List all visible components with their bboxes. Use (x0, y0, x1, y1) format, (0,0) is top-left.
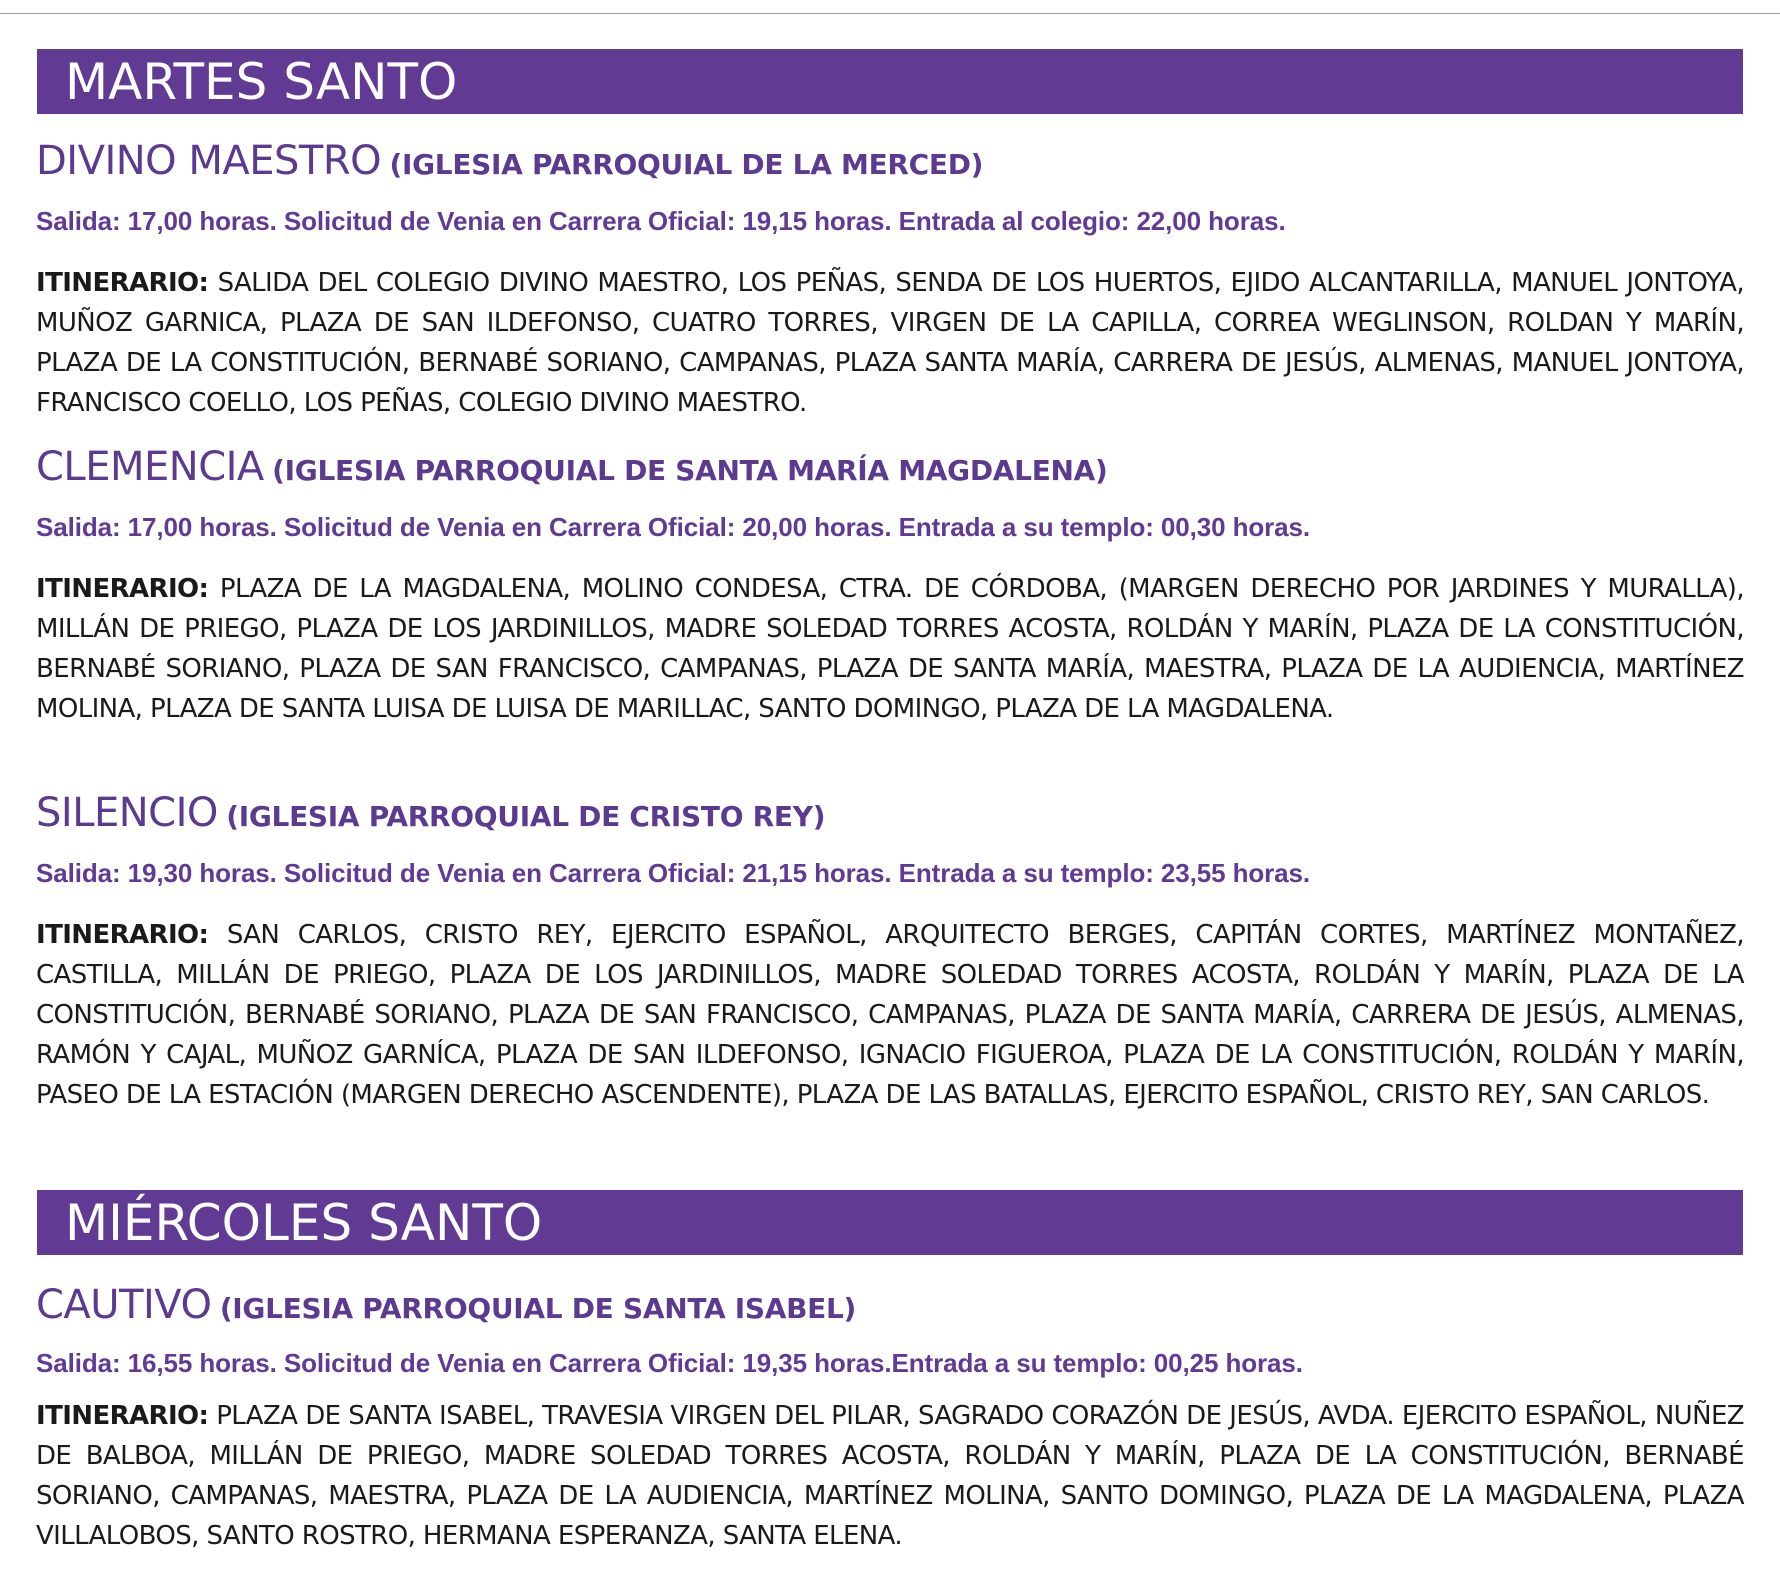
schedule-text: Salida: 17,00 horas. Solicitud de Venia en Carrera Oficial: 20,00 horas. Entrada a su templo: 00,30 horas. (36, 512, 1311, 542)
day-title: MARTES SANTO (65, 52, 458, 111)
schedule-row (36, 1348, 1744, 1379)
itinerary-block (36, 263, 1744, 423)
brotherhood-name: SILENCIO (36, 790, 218, 836)
brotherhood-name: CAUTIVO (36, 1282, 212, 1328)
itinerary-text (36, 263, 1744, 423)
schedule-row (36, 206, 1744, 237)
itinerary-route: SALIDA DEL COLEGIO DIVINO MAESTRO, LOS PEÑAS, SENDA DE LOS HUERTOS, EJIDO ALCANTARILLA, MANUEL JONTOYA, MUÑOZ GARNICA, PLAZA DE SAN ILDEFONSO, CUATRO TORRES, VIRGEN DE LA CAPILLA, CORREA WEGLINSON, ROLDAN Y MARÍN, PLAZA DE LA CONSTITUCIÓN, BERNABÉ SORIANO, CAMPANAS, PLAZA SANTA MARÍA, CARRERA DE JESÚS, ALMENAS, MANUEL JONTOYA, FRANCISCO COELLO, LOS PEÑAS, COLEGIO DIVINO MAESTRO. (36, 268, 1744, 418)
brotherhood-cautivo (36, 1282, 1744, 1328)
itinerary-block (36, 915, 1744, 1115)
brotherhood-heading (36, 444, 1744, 490)
brotherhood-name: DIVINO MAESTRO (36, 138, 382, 184)
brotherhood-silencio (36, 790, 1744, 836)
itinerary-text (36, 915, 1744, 1115)
itinerary-label: ITINERARIO: (36, 574, 209, 604)
itinerary-route: SAN CARLOS, CRISTO REY, EJERCITO ESPAÑOL, ARQUITECTO BERGES, CAPITÁN CORTES, MARTÍNEZ MONTAÑEZ, CASTILLA, MILLÁN DE PRIEGO, PLAZA DE LOS JARDINILLOS, MADRE SOLEDAD TORRES ACOSTA, ROLDÁN Y MARÍN, PLAZA DE LA CONSTITUCIÓN, BERNABÉ SORIANO, PLAZA DE SAN FRANCISCO, CAMPANAS, PLAZA DE SANTA MARÍA, CARRERA DE JESÚS, ALMENAS, RAMÓN Y CAJAL, MUÑOZ GARNÍCA, PLAZA DE SAN ILDEFONSO, IGNACIO FIGUEROA, PLAZA DE LA CONSTITUCIÓN, ROLDÁN Y MARÍN, PASEO DE LA ESTACIÓN (MARGEN DERECHO ASCENDENTE), PLAZA DE LAS BATALLAS, EJERCITO ESPAÑOL, CRISTO REY, SAN CARLOS. (36, 920, 1744, 1110)
brotherhood-name: CLEMENCIA (36, 444, 264, 490)
itinerary-text (36, 1396, 1744, 1556)
schedule-row (36, 512, 1744, 543)
schedule-text: Salida: 16,55 horas. Solicitud de Venia en Carrera Oficial: 19,35 horas.Entrada a su templo: 00,25 horas. (36, 1348, 1303, 1378)
church-name: (IGLESIA PARROQUIAL DE SANTA ISABEL) (219, 1292, 857, 1325)
itinerary-block (36, 569, 1744, 729)
schedule-text: Salida: 17,00 horas. Solicitud de Venia en Carrera Oficial: 19,15 horas. Entrada al colegio: 22,00 horas. (36, 206, 1286, 236)
itinerary-route: PLAZA DE SANTA ISABEL, TRAVESIA VIRGEN DEL PILAR, SAGRADO CORAZÓN DE JESÚS, AVDA. EJERCITO ESPAÑOL, NUÑEZ DE BALBOA, MILLÁN DE PRIEGO, MADRE SOLEDAD TORRES ACOSTA, ROLDÁN Y MARÍN, PLAZA DE LA CONSTITUCIÓN, BERNABÉ SORIANO, CAMPANAS, MAESTRA, PLAZA DE LA AUDIENCIA, MARTÍNEZ MOLINA, SANTO DOMINGO, PLAZA DE LA MAGDALENA, PLAZA VILLALOBOS, SANTO ROSTRO, HERMANA ESPERANZA, SANTA ELENA. (36, 1401, 1744, 1551)
day-title: MIÉRCOLES SANTO (65, 1193, 543, 1252)
brotherhood-heading (36, 1282, 1744, 1328)
itinerary-text (36, 569, 1744, 729)
schedule-row (36, 858, 1744, 889)
schedule-text: Salida: 19,30 horas. Solicitud de Venia en Carrera Oficial: 21,15 horas. Entrada a su templo: 23,55 horas. (36, 858, 1311, 888)
itinerary-label: ITINERARIO: (36, 1401, 209, 1431)
itinerary-label: ITINERARIO: (36, 268, 209, 298)
itinerary-route: PLAZA DE LA MAGDALENA, MOLINO CONDESA, CTRA. DE CÓRDOBA, (MARGEN DERECHO POR JARDINES Y MURALLA), MILLÁN DE PRIEGO, PLAZA DE LOS JARDINILLOS, MADRE SOLEDAD TORRES ACOSTA, ROLDÁN Y MARÍN, PLAZA DE LA CONSTITUCIÓN, BERNABÉ SORIANO, PLAZA DE SAN FRANCISCO, CAMPANAS, PLAZA DE SANTA MARÍA, MAESTRA, PLAZA DE LA AUDIENCIA, MARTÍNEZ MOLINA, PLAZA DE SANTA LUISA DE LUISA DE MARILLAC, SANTO DOMINGO, PLAZA DE LA MAGDALENA. (36, 574, 1744, 724)
day-banner-martes-santo (37, 49, 1743, 114)
brotherhood-clemencia (36, 444, 1744, 490)
church-name: (IGLESIA PARROQUIAL DE LA MERCED) (389, 148, 984, 181)
day-banner-miercoles-santo (37, 1190, 1743, 1255)
church-name: (IGLESIA PARROQUIAL DE SANTA MARÍA MAGDALENA) (272, 454, 1108, 487)
itinerary-block (36, 1396, 1744, 1556)
brotherhood-divino-maestro (36, 138, 1744, 184)
church-name: (IGLESIA PARROQUIAL DE CRISTO REY) (226, 800, 826, 833)
top-rule (0, 13, 1780, 14)
brotherhood-heading (36, 790, 1744, 836)
brotherhood-heading (36, 138, 1744, 184)
itinerary-label: ITINERARIO: (36, 920, 209, 950)
